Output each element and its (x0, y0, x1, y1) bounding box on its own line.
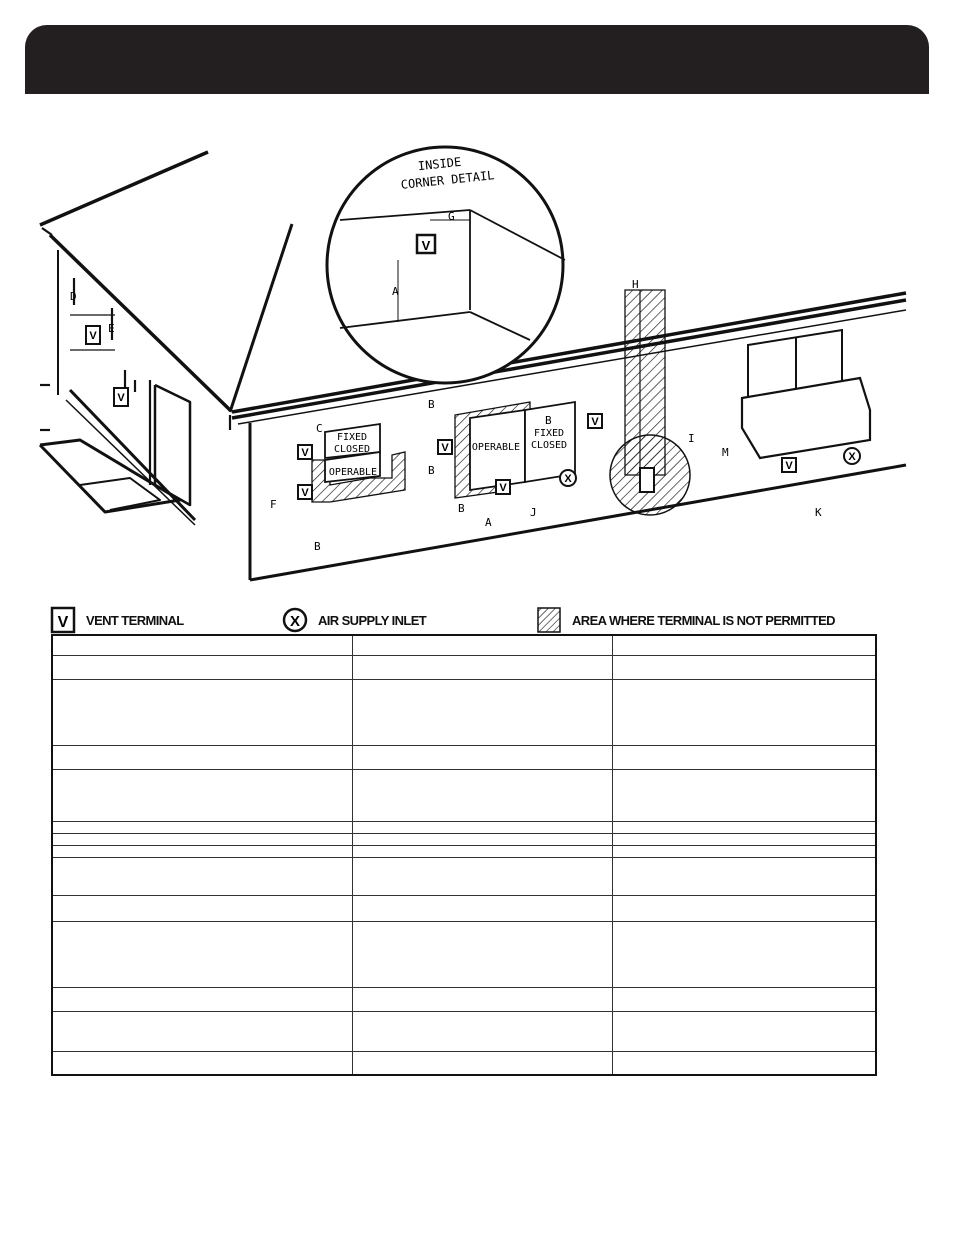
svg-text:V: V (57, 614, 69, 631)
svg-text:X: X (289, 613, 301, 630)
dim-g: G (448, 210, 455, 223)
dim-m: M (722, 446, 729, 459)
legend-not-permitted-label: AREA WHERE TERMINAL IS NOT PERMITTED (572, 612, 835, 628)
vent-symbol-b: V (441, 442, 449, 454)
vent-symbol-c: V (301, 447, 309, 459)
table-row (52, 845, 876, 857)
window-planter (722, 330, 870, 519)
legend-vent-terminal-label: VENT TERMINAL (86, 612, 184, 628)
vent-symbol-e: V (117, 392, 125, 404)
table-row (52, 679, 876, 745)
label-operable-2: OPERABLE (471, 442, 521, 453)
label-fixed-1: FIXED (336, 432, 368, 443)
table-row (52, 895, 876, 921)
table-row (52, 1051, 876, 1075)
dim-b-1: B (314, 540, 321, 553)
legend-air-supply-inlet-label: AIR SUPPLY INLET (318, 612, 427, 628)
table-row (52, 833, 876, 845)
vent-symbol-a: V (499, 482, 507, 494)
dim-e: E (108, 322, 115, 335)
table-header-row (52, 635, 876, 655)
dim-b-5: B (545, 414, 552, 427)
dim-a: A (485, 516, 492, 529)
label-fixed-2: FIXED (533, 428, 565, 439)
legend-air-supply-inlet (282, 606, 426, 634)
table-row (52, 857, 876, 895)
vent-symbol-d: V (89, 330, 97, 342)
dim-f: F (270, 498, 277, 511)
air-symbol-j: X (564, 473, 572, 485)
dim-b-4: B (458, 502, 465, 515)
meter-area (610, 278, 695, 515)
vent-clearance-diagram (30, 140, 920, 590)
clearance-table (51, 634, 877, 1076)
window-operable-fixed (428, 398, 602, 529)
vent-symbol-k: V (785, 460, 793, 472)
dim-c: C (316, 422, 323, 435)
dim-a-inset: A (392, 285, 399, 298)
table-row (52, 769, 876, 821)
legend-not-permitted (536, 606, 835, 634)
vent-terminal-icon (50, 606, 76, 634)
dim-h: H (632, 278, 639, 291)
dim-b-2: B (428, 398, 435, 411)
table-row (52, 1011, 876, 1051)
inset-title-line2: CORNER DETAIL (400, 168, 496, 192)
hatch-area-icon (536, 606, 562, 634)
air-supply-inlet-icon (282, 606, 308, 634)
legend-vent-terminal (50, 606, 184, 634)
vent-symbol-f: V (301, 487, 309, 499)
dim-k: K (815, 506, 822, 519)
dim-j: J (530, 506, 537, 519)
inside-corner-detail (327, 147, 565, 383)
window-fixed-operable (270, 422, 405, 553)
table-row (52, 821, 876, 833)
inset-vent-symbol: V (421, 238, 431, 253)
table-row (52, 921, 876, 987)
table-row (52, 745, 876, 769)
table-row (52, 655, 876, 679)
air-symbol-k: X (848, 451, 856, 463)
dim-i: I (688, 432, 695, 445)
label-operable-1: OPERABLE (328, 467, 378, 478)
table-row (52, 987, 876, 1011)
header-bar (25, 25, 929, 94)
dim-b-3: B (428, 464, 435, 477)
inset-title-line1: INSIDE (417, 154, 462, 174)
label-closed-1: CLOSED (333, 444, 371, 455)
vent-symbol-b2: V (591, 416, 599, 428)
left-wall-vents (70, 290, 128, 406)
label-closed-2: CLOSED (530, 440, 568, 451)
dim-d: D (70, 290, 77, 303)
